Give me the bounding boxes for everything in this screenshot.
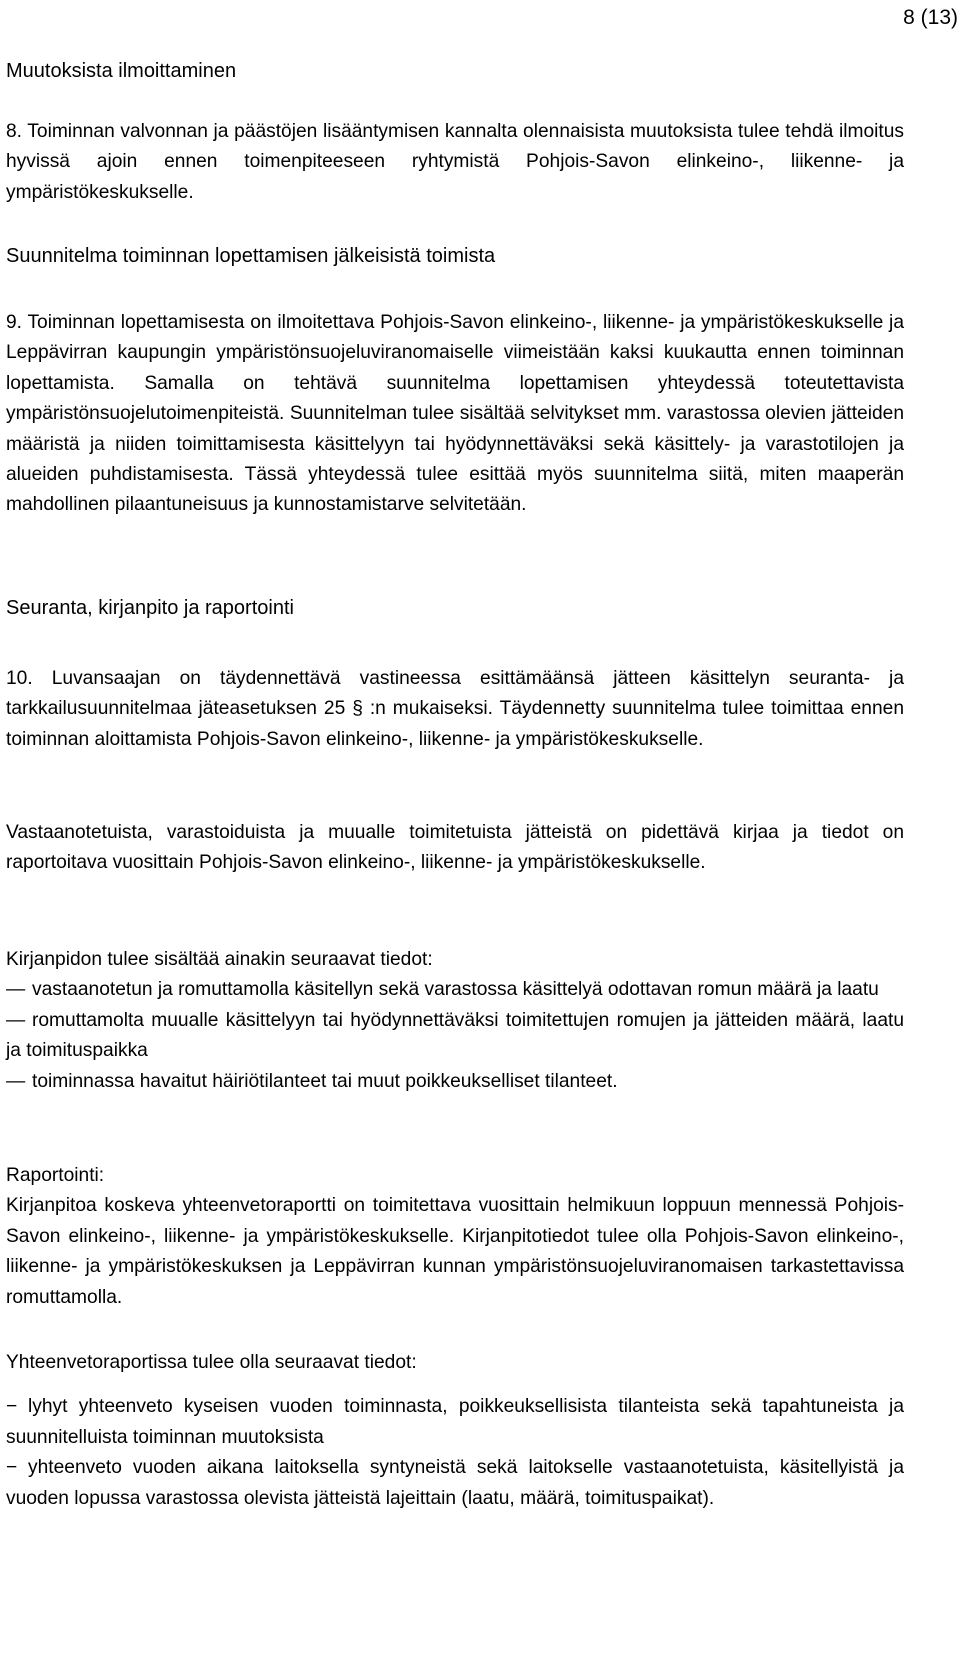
yhteenveto-heading: Yhteenvetoraportissa tulee olla seuraavat tiedot: bbox=[6, 1352, 417, 1373]
kirjanpito-item: — toiminnassa havaitut häiriötilanteet tai muut poikkeukselliset tilanteet. bbox=[6, 1067, 904, 1097]
section-heading-suunnitelma: Suunnitelma toiminnan lopettamisen jälkeisistä toimista bbox=[6, 245, 496, 267]
dash-marker: − bbox=[6, 1396, 18, 1418]
section-heading-seuranta: Seuranta, kirjanpito ja raportointi bbox=[6, 597, 294, 619]
dash-marker: − bbox=[6, 1457, 18, 1479]
paragraph-vastaanotetuista: Vastaanotetuista, varastoiduista ja muualle toimitetuista jätteistä on pidettävä kirjaa ja tiedot on raportoitava vuosittain Pohjois-Savon elinkeino-, liikenne- ja ympäristökeskukselle. bbox=[6, 822, 904, 874]
kirjanpito-section bbox=[6, 945, 904, 1097]
section-heading-muutoksista: Muutoksista ilmoittaminen bbox=[6, 60, 237, 82]
yhteenveto-section bbox=[6, 1348, 904, 1514]
kirjanpito-heading: Kirjanpidon tulee sisältää ainakin seuraavat tiedot: bbox=[6, 949, 433, 970]
yhteenveto-item: − yhteenveto vuoden aikana laitoksella syntyneistä sekä laitokselle vastaanotetuista, käsitellyistä ja vuoden lopussa varastossa olevista jätteistä lajeittain (laatu, määrä, toimituspaikat). bbox=[6, 1453, 904, 1514]
kirjanpito-item: — romuttamolta muualle käsittelyyn tai hyödynnettäväksi toimitettujen romujen ja jätteiden määrä, laatu ja toimituspaikka bbox=[6, 1006, 904, 1067]
raportointi-heading: Raportointi: bbox=[6, 1165, 105, 1186]
kirjanpito-item: — vastaanotetun ja romuttamolla käsitellyn sekä varastossa käsittelyä odottavan romun määrä ja laatu bbox=[6, 975, 904, 1005]
paragraph-9: 9. Toiminnan lopettamisesta on ilmoitettava Pohjois-Savon elinkeino-, liikenne- ja ympäristökeskukselle ja Leppävirran kaupungin ympäristönsuojeluviranomaiselle viimeistään kaksi kuukautta ennen toiminnan lopettamista. Samalla on tehtävä suunnitelma lopettamisen yhteydessä toteutettavista ympäristönsuojelutoimenpiteistä. Suunnitelman tulee sisältää selvitykset mm. varastossa olevien jätteiden määristä ja niiden toimittamisesta käsittelyyn tai hyödynnettäväksi sekä käsittely- ja varastotilojen ja alueiden puhdistamisesta. Tässä yhteydessä tulee esittää myös suunnitelma siitä, miten maaperän mahdollinen pilaantuneisuus ja kunnostamistarve selvitetään. bbox=[6, 312, 904, 516]
dash-marker: — bbox=[6, 1009, 26, 1031]
dash-marker: — bbox=[6, 979, 26, 1001]
paragraph-10: 10. Luvansaajan on täydennettävä vastineessa esittämäänsä jätteen käsittelyn seuranta- ja tarkkailusuunnitelmaa jäteasetuksen 25 § :n mukaiseksi. Täydennetty suunnitelma tulee toimittaa ennen toiminnan aloittamista Pohjois-Savon elinkeino-, liikenne- ja ympäristökeskukselle. bbox=[6, 668, 904, 750]
yhteenveto-item: − lyhyt yhteenveto kyseisen vuoden toiminnasta, poikkeuksellisista tilanteista sekä tapahtuneista ja suunnitelluista toiminnan muutoksista bbox=[6, 1392, 904, 1453]
raportointi-paragraph: Kirjanpitoa koskeva yhteenvetoraportti on toimitettava vuosittain helmikuun loppuun mennessä Pohjois-Savon elinkeino-, liikenne- ja ympäristökeskukselle. Kirjanpitotiedot tulee olla Pohjois-Savon elinkeino-, liikenne- ja ympäristökeskuksen ja Leppävirran kunnan ympäristönsuojeluviranomaisen tarkastettavissa romuttamolla. bbox=[6, 1195, 904, 1308]
paragraph-8: 8. Toiminnan valvonnan ja päästöjen lisääntymisen kannalta olennaisista muutoksista tulee tehdä ilmoitus hyvissä ajoin ennen toimenpiteeseen ryhtymistä Pohjois-Savon elinkeino-, liikenne- ja ympäristökeskukselle. bbox=[6, 121, 904, 203]
page-number: 8 (13) bbox=[903, 6, 958, 29]
dash-marker: — bbox=[6, 1070, 26, 1092]
